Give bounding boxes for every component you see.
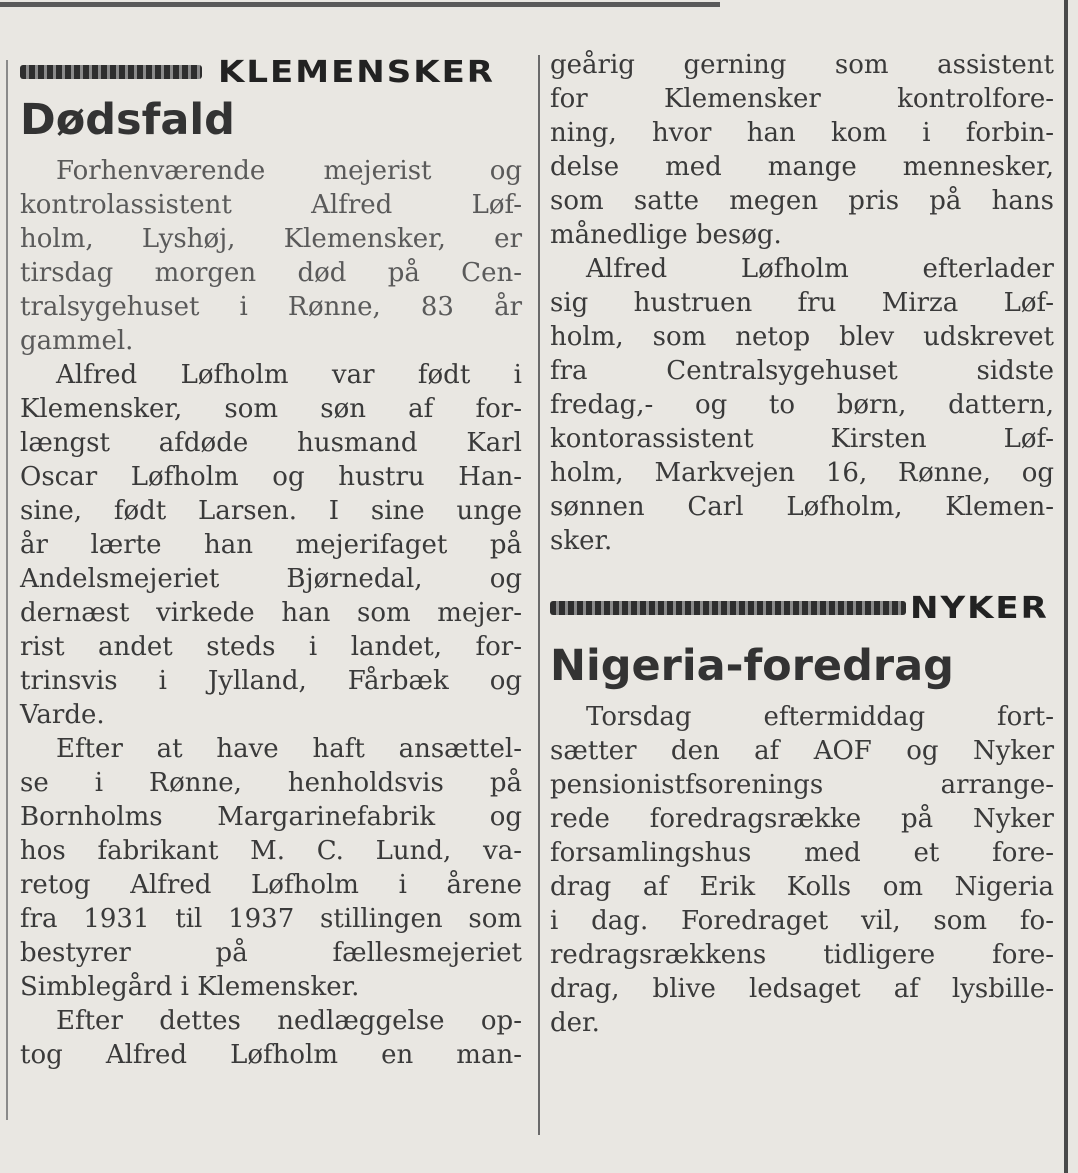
text-line: tog Alfred Løfholm en man- [20, 1040, 522, 1070]
page-edge-rule [1064, 0, 1068, 1173]
text-line: længst afdøde husmand Karl [20, 428, 522, 458]
text-line: se i Rønne, henholdsvis på [20, 768, 522, 798]
paragraph [20, 154, 522, 358]
text-line: for Klemensker kontrolfore- [550, 84, 1054, 114]
left-kicker [20, 52, 522, 92]
text-line: Forhenværende mejerist og [56, 156, 522, 186]
text-line: drag, blive ledsaget af lysbille- [550, 974, 1054, 1004]
text-line: Andelsmejeriet Bjørnedal, og [20, 564, 522, 594]
text-line: geårig gerning som assistent [550, 50, 1054, 80]
text-line: rede foredragsrække på Nyker [550, 804, 1054, 834]
kicker-label: NYKER [910, 590, 1049, 626]
text-line: tralsygehuset i Rønne, 83 år [20, 292, 522, 322]
text-line: sætter den af AOF og Nyker [550, 736, 1054, 766]
text-line: fredag,- og to børn, dattern, [550, 390, 1054, 420]
text-line: i dag. Foredraget vil, som fo- [550, 906, 1054, 936]
text-line: år lærte han mejerifaget på [20, 530, 522, 560]
left-column [20, 52, 522, 1072]
article-body [550, 700, 1054, 1040]
text-line: månedlige besøg. [550, 220, 782, 250]
text-line: bestyrer på fællesmejeriet [20, 938, 522, 968]
headline-nigeria-foredrag: Nigeria-foredrag [550, 641, 954, 691]
text-line: Bornholms Margarinefabrik og [20, 802, 522, 832]
text-line: rist andet steds i landet, for- [20, 632, 522, 662]
text-line: drag af Erik Kolls om Nigeria [550, 872, 1054, 902]
paragraph [550, 700, 1054, 1040]
text-line: Alfred Løfholm efterlader [586, 254, 1054, 284]
obituary-body [20, 154, 522, 1072]
text-line: trinsvis i Jylland, Fårbæk og [20, 666, 522, 696]
text-line: Klemensker, som søn af for- [20, 394, 522, 424]
text-line: fra 1931 til 1937 stillingen som [20, 904, 522, 934]
right-kicker [550, 588, 1054, 628]
text-line: kontorassistent Kirsten Løf- [550, 424, 1054, 454]
text-line: holm, som netop blev udskrevet [550, 322, 1054, 352]
text-line: forsamlingshus med et fore- [550, 838, 1054, 868]
kicker-ornament [20, 65, 202, 79]
text-line: Simblegård i Klemensker. [20, 972, 360, 1002]
text-line: som satte megen pris på hans [550, 186, 1054, 216]
text-line: Alfred Løfholm var født i [56, 360, 522, 390]
left-margin-rule [6, 60, 8, 1120]
kicker-label: KLEMENSKER [218, 54, 495, 90]
text-line: gammel. [20, 326, 134, 356]
text-line: Efter dettes nedlæggelse op- [56, 1006, 522, 1036]
column-divider [538, 55, 540, 1135]
text-line: Varde. [20, 700, 105, 730]
paragraph [550, 48, 1054, 252]
text-line: fra Centralsygehuset sidste [550, 356, 1054, 386]
text-line: sine, født Larsen. I sine unge [20, 496, 522, 526]
text-line: holm, Markvejen 16, Rønne, og [550, 458, 1054, 488]
text-line: kontrolassistent Alfred Løf- [20, 190, 522, 220]
text-line: der. [550, 1008, 600, 1038]
paragraph [20, 732, 522, 1004]
paragraph [20, 1004, 522, 1072]
kicker-ornament [550, 601, 906, 615]
text-line: sker. [550, 526, 613, 556]
top-rule [0, 2, 720, 7]
text-line: Efter at have haft ansættel- [56, 734, 522, 764]
obituary-continuation [550, 48, 1054, 558]
text-line: Torsdag eftermiddag fort- [586, 702, 1054, 732]
text-line: redragsrækkens tidligere fore- [550, 940, 1054, 970]
text-line: retog Alfred Løfholm i årene [20, 870, 522, 900]
headline-dodsfald: Dødsfald [20, 95, 235, 145]
text-line: pensionistfsorenings arrange- [550, 770, 1054, 800]
text-line: hos fabrikant M. C. Lund, va- [20, 836, 522, 866]
paragraph [550, 252, 1054, 558]
text-line: sig hustruen fru Mirza Løf- [550, 288, 1054, 318]
text-line: tirsdag morgen død på Cen- [20, 258, 522, 288]
right-column [550, 48, 1054, 1040]
text-line: ning, hvor han kom i forbin- [550, 118, 1054, 148]
text-line: sønnen Carl Løfholm, Klemen- [550, 492, 1054, 522]
paragraph [20, 358, 522, 732]
text-line: dernæst virkede han som mejer- [20, 598, 522, 628]
text-line: holm, Lyshøj, Klemensker, er [20, 224, 522, 254]
text-line: delse med mange mennesker, [550, 152, 1054, 182]
text-line: Oscar Løfholm og hustru Han- [20, 462, 522, 492]
